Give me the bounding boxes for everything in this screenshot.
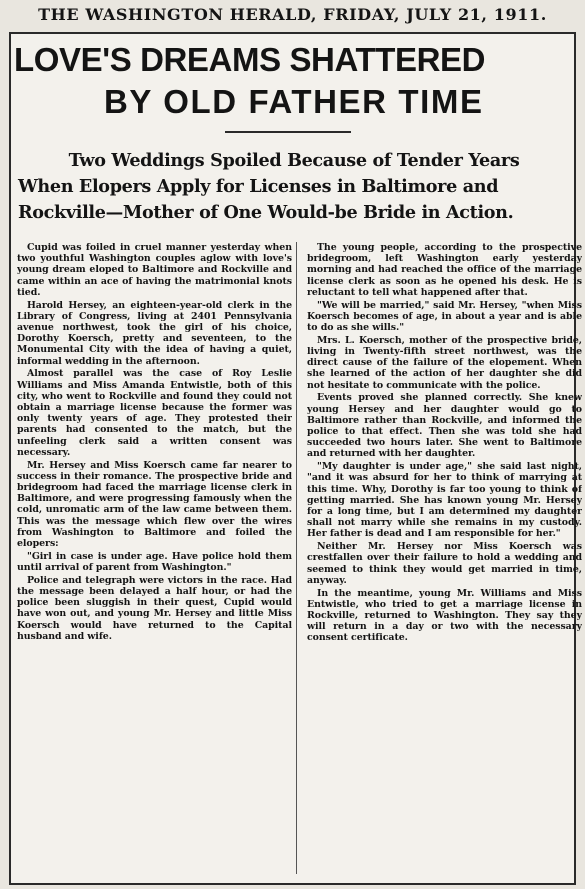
article-column-left (17, 242, 292, 878)
paragraph: "Girl in case is under age. Have police hold them until arrival of parent from Washington." (17, 550, 292, 574)
headline-line-2: BY OLD FATHER TIME (104, 83, 484, 120)
masthead: THE WASHINGTON HERALD, FRIDAY, JULY 21, 1911. (38, 4, 547, 24)
subhead-line-2: When Elopers Apply for Licenses in Baltimore and (18, 176, 499, 197)
paragraph: "We will be married," said Mr. Hersey, "when Miss Koersch becomes of age, in about a year and is able to do as she wills." (307, 299, 582, 334)
paragraph: "My daughter is under age," she said last night, "and it was absurd for her to think of marrying at this time. Why, Dorothy is far too young to think of getting married. She has known young Mr. Hersey for a long time, but I am determined my daughter shall not marry while she remains in my custody. Her father is dead and I am responsible for her." (307, 461, 582, 540)
paragraph: Almost parallel was the case of Roy Leslie Williams and Miss Amanda Entwistle, both of this city, who went to Rockville and found they could not obtain a marriage license because the former was only twenty years of age. They protested their parents had consented to the match, but the unfeeling clerk said a written consent was necessary. (17, 368, 292, 458)
article-column-right (307, 242, 582, 878)
headline-rule (225, 131, 351, 133)
subhead-line-3: Rockville—Mother of One Would-be Bride in Action. (18, 202, 514, 223)
headline-line-1: LOVE'S DREAMS SHATTERED (14, 41, 486, 78)
paragraph: Mrs. L. Koersch, mother of the prospective bride, living in Twenty-fifth street northwest, was the direct cause of the failure of the elopement. When she learned of the action of her daughter she did not hesitate to communicate with the police. (307, 334, 582, 391)
column-divider (296, 242, 297, 874)
paragraph: Harold Hersey, an eighteen-year-old clerk in the Library of Congress, living at 2401 Pennsylvania avenue northwest, took the girl of his choice, Dorothy Koersch, pretty and seventeen, to the Monumental City with the idea of having a quiet, informal wedding in the afternoon. (17, 299, 292, 367)
paragraph: Police and telegraph were victors in the race. Had the message been delayed a half hour, or had the police been sluggish in their quest, Cupid would have won out, and young Mr. Hersey and little Miss Koersch would have returned to the Capital husband and wife. (17, 574, 292, 642)
subhead-line-1: Two Weddings Spoiled Because of Tender Years (68, 150, 520, 171)
paragraph: The young people, according to the prospective bridegroom, left Washington early yesterday morning and had reached the office of the marriage license clerk as soon as he opened his desk. He is reluctant to tell what happened after that. (307, 242, 582, 298)
paragraph: Events proved she planned correctly. She knew young Hersey and her daughter would go to Baltimore rather than Rockville, and informed the police to that effect. Then she was told she had succeeded two hours later. She went to Baltimore and returned with her daughter. (307, 392, 582, 460)
paragraph: Neither Mr. Hersey nor Miss Koersch was crestfallen over their failure to hold a wedding and seemed to think they would get married in time, anyway. (307, 541, 582, 586)
paragraph: In the meantime, young Mr. Williams and Miss Entwistle, who tried to get a marriage license in Rockville, returned to Washington. They say they will return in a day or two with the necessary consent certificate. (307, 587, 582, 644)
paragraph: Mr. Hersey and Miss Koersch came far nearer to success in their romance. The prospective bride and bridegroom had faced the marriage license clerk in Baltimore, and were progressing famously when the cold, unromatic arm of the law came between them. This was the message which flew over the wires from Washington to Baltimore and foiled the elopers: (17, 459, 292, 550)
paragraph: Cupid was foiled in cruel manner yesterday when two youthful Washington couples aglow with love's young dream eloped to Baltimore and Rockville and came within an ace of having the matrimonial knots tied. (17, 242, 292, 298)
subheadline (18, 148, 570, 226)
